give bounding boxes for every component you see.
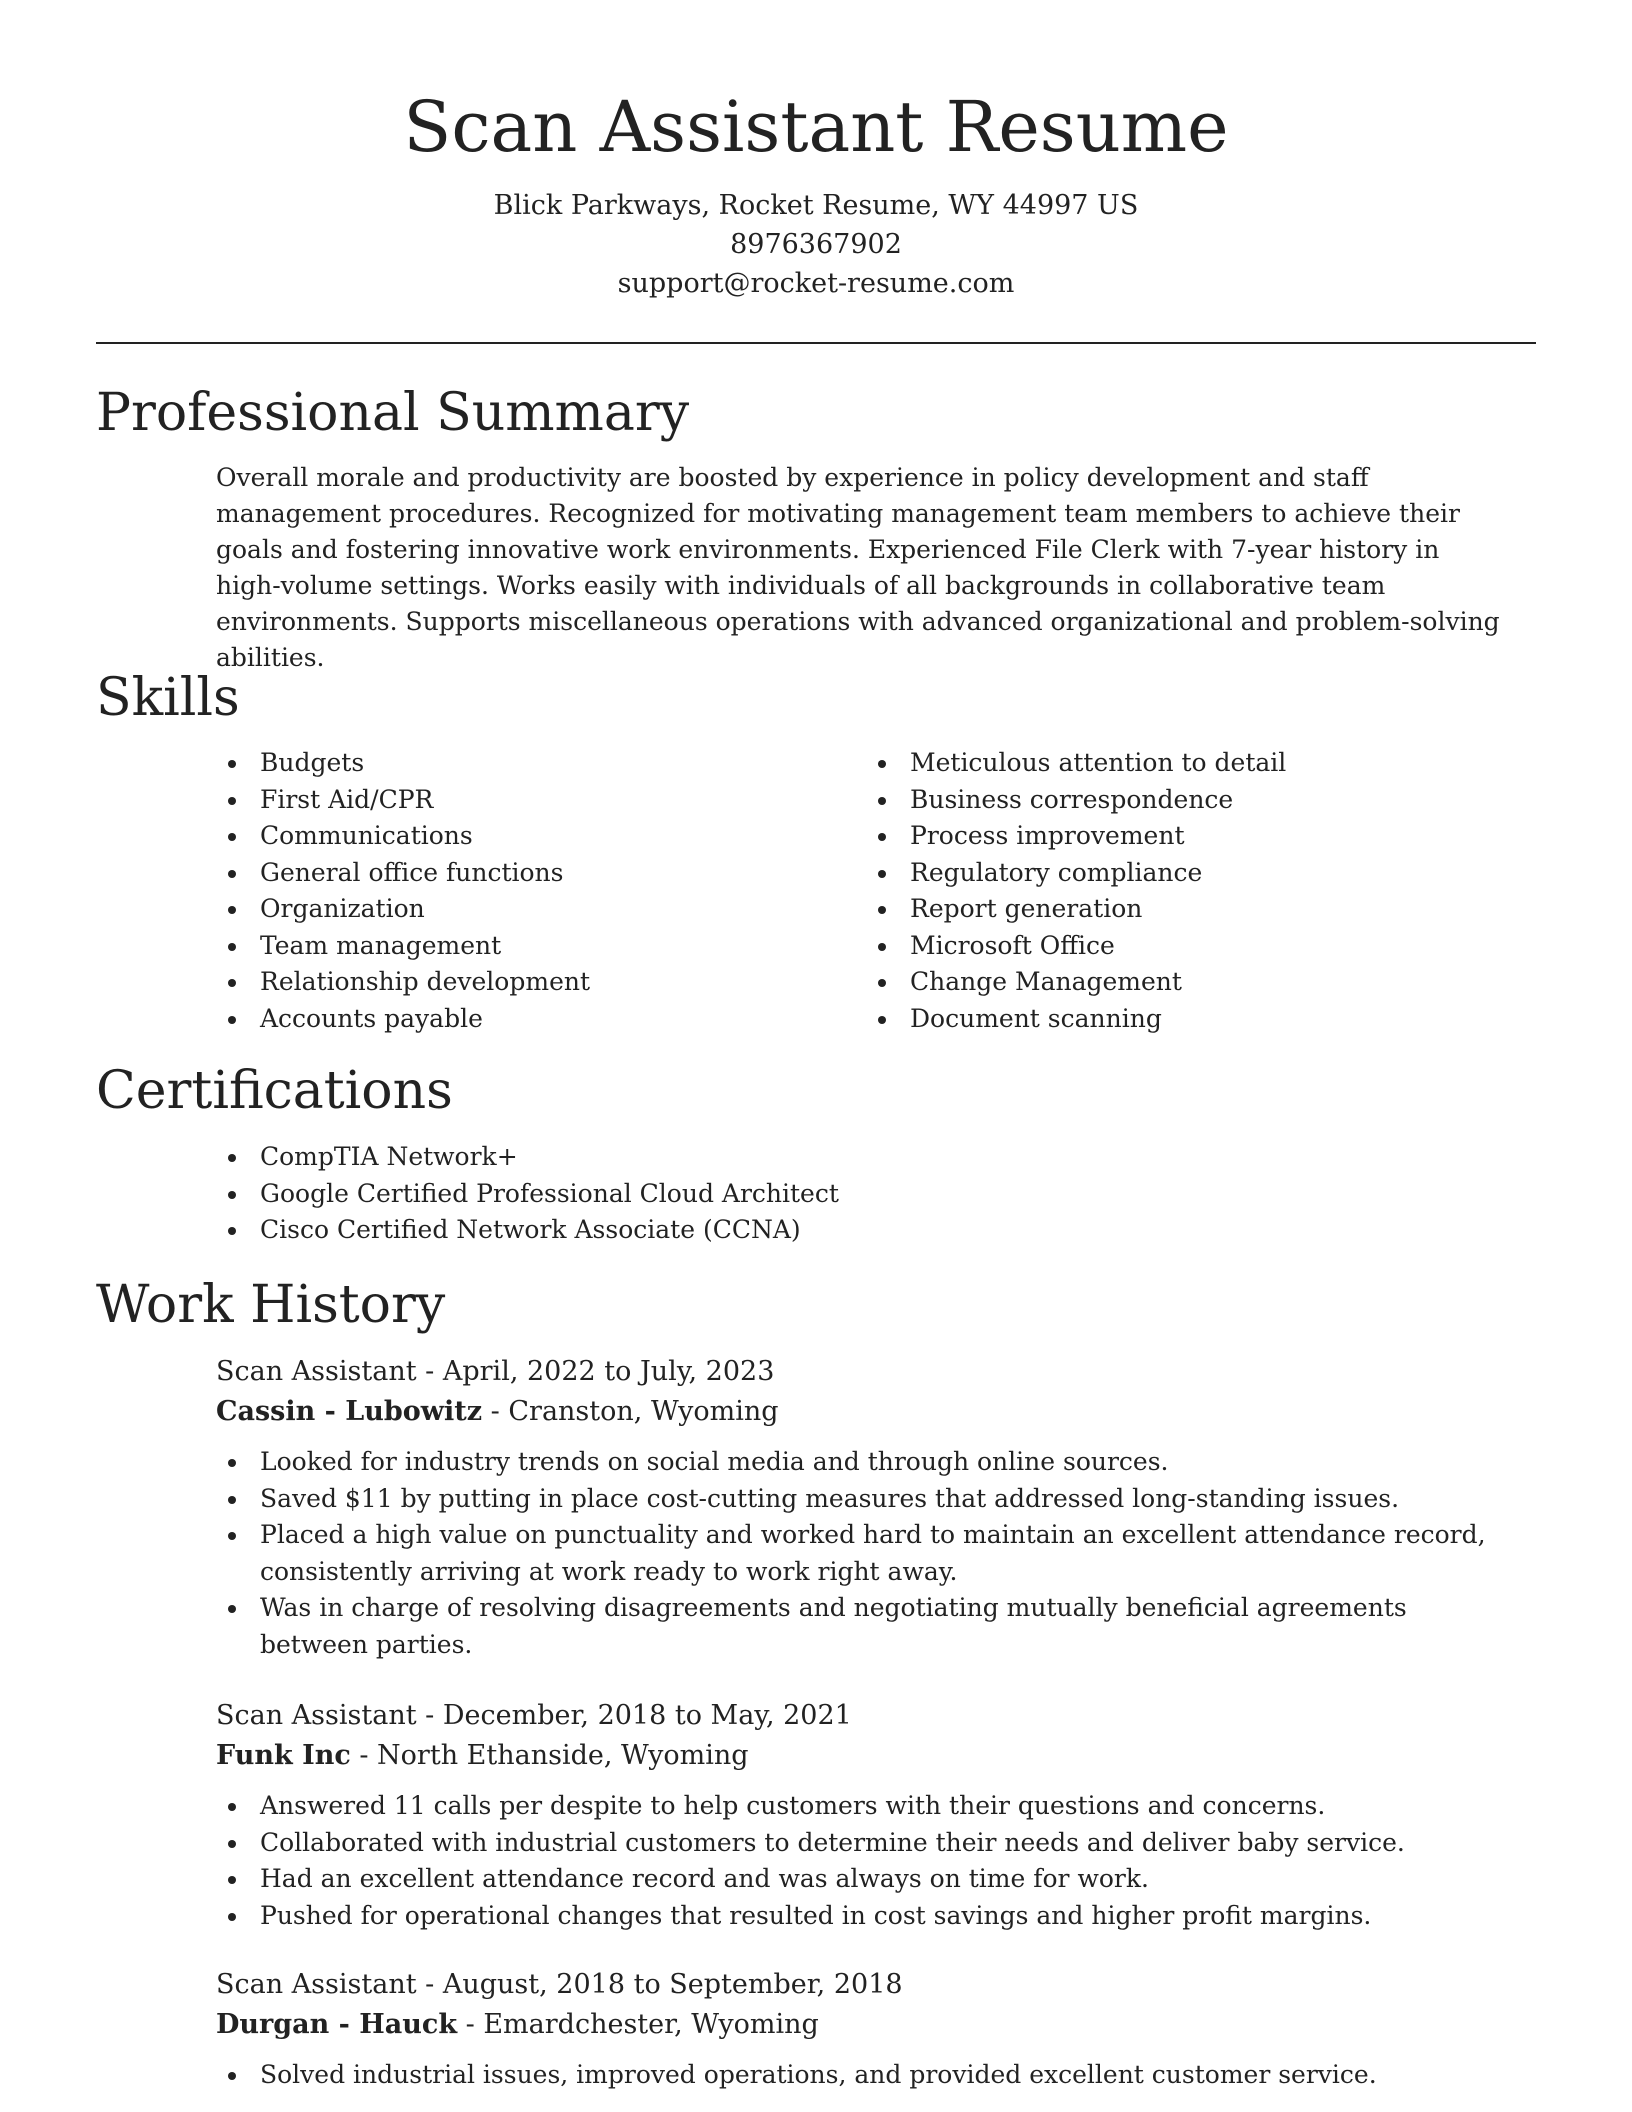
skill-item: Process improvement	[866, 818, 1506, 855]
skill-item: Microsoft Office	[866, 928, 1506, 965]
header-divider	[96, 342, 1536, 344]
job-employer: Funk Inc	[216, 1740, 351, 1771]
job-title-line	[216, 1352, 1516, 1392]
resume-title: Scan Assistant Resume	[403, 86, 1229, 168]
summary-heading: Professional Summary	[96, 383, 690, 443]
skill-item: Team management	[216, 928, 856, 965]
skill-item: Meticulous attention to detail	[866, 745, 1506, 782]
job-dates: - August, 2018 to September, 2018	[416, 1969, 903, 2000]
job-location: - Cranston, Wyoming	[482, 1396, 779, 1427]
job-bullet: Saved $11 by putting in place cost-cutting measures that addressed long-standing issues.	[216, 1481, 1516, 1518]
job-bullet: Answered 11 calls per despite to help customers with their questions and concerns.	[216, 1788, 1516, 1825]
work-history-heading: Work History	[96, 1275, 446, 1335]
job-employer: Durgan - Hauck	[216, 2009, 458, 2040]
skill-item: Change Management	[866, 964, 1506, 1001]
job-bullet: Solved industrial issues, improved operations, and provided excellent customer service.	[216, 2057, 1516, 2094]
certifications-heading: Certifications	[96, 1061, 453, 1121]
summary-text: Overall morale and productivity are boosted by experience in policy development and staff management procedures. Recognized for motivating management team members to achieve their goals and fostering innovative work environments. Experienced File Clerk with 7-year history in high-volume settings. Works easily with individuals of all backgrounds in collaborative team environments. Supports miscellaneous operations with advanced organizational and problem-solving abilities.	[216, 463, 1500, 672]
job-bullet-list	[216, 1788, 1516, 1934]
job-title: Scan Assistant	[216, 1969, 417, 2000]
job-entry	[216, 1352, 1516, 1663]
job-bullet-list	[216, 2057, 1516, 2094]
skill-item: General office functions	[216, 855, 856, 892]
job-entry	[216, 1696, 1516, 1934]
job-entry	[216, 1965, 1516, 2094]
job-bullet: Collaborated with industrial customers to determine their needs and deliver baby service.	[216, 1825, 1516, 1862]
job-location: - Emardchester, Wyoming	[457, 2009, 819, 2040]
certification-item: Google Certified Professional Cloud Architect	[216, 1176, 1506, 1213]
job-employer: Cassin - Lubowitz	[216, 1396, 483, 1427]
skill-item: Relationship development	[216, 964, 856, 1001]
job-employer-line	[216, 1392, 1516, 1432]
job-title: Scan Assistant	[216, 1356, 417, 1387]
skills-list-right	[866, 745, 1506, 1037]
job-title-line	[216, 1696, 1516, 1736]
contact-block	[96, 186, 1536, 303]
skills-heading: Skills	[96, 668, 240, 728]
skill-item: Organization	[216, 891, 856, 928]
job-employer-line	[216, 2005, 1516, 2045]
skill-item: Regulatory compliance	[866, 855, 1506, 892]
job-bullet: Had an excellent attendance record and was always on time for work.	[216, 1861, 1516, 1898]
certification-item: Cisco Certified Network Associate (CCNA)	[216, 1212, 1506, 1249]
job-bullet: Placed a high value on punctuality and worked hard to maintain an excellent attendance record, consistently arriving at work ready to work right away.	[216, 1517, 1516, 1590]
job-location: - North Ethanside, Wyoming	[350, 1740, 749, 1771]
skill-item: Accounts payable	[216, 1001, 856, 1038]
job-bullet: Pushed for operational changes that resulted in cost savings and higher profit margins.	[216, 1898, 1516, 1935]
job-employer-line	[216, 1736, 1516, 1776]
job-dates: - April, 2022 to July, 2023	[416, 1356, 775, 1387]
skill-item: Budgets	[216, 745, 856, 782]
skills-list-left	[216, 745, 856, 1037]
skill-item: Communications	[216, 818, 856, 855]
job-bullet-list	[216, 1444, 1516, 1663]
job-dates: - December, 2018 to May, 2021	[416, 1700, 852, 1731]
contact-email: support@rocket-resume.com	[617, 268, 1015, 299]
resume-header	[96, 82, 1536, 303]
job-title-line	[216, 1965, 1516, 2005]
skill-item: First Aid/CPR	[216, 782, 856, 819]
contact-address: Blick Parkways, Rocket Resume, WY 44997 US	[493, 190, 1139, 221]
skill-item: Report generation	[866, 891, 1506, 928]
certifications-list	[216, 1139, 1506, 1249]
job-bullet: Was in charge of resolving disagreements and negotiating mutually beneficial agreements between parties.	[216, 1590, 1516, 1663]
job-title: Scan Assistant	[216, 1700, 417, 1731]
contact-phone: 8976367902	[730, 229, 902, 260]
skill-item: Business correspondence	[866, 782, 1506, 819]
job-bullet: Looked for industry trends on social media and through online sources.	[216, 1444, 1516, 1481]
certification-item: CompTIA Network+	[216, 1139, 1506, 1176]
skill-item: Document scanning	[866, 1001, 1506, 1038]
